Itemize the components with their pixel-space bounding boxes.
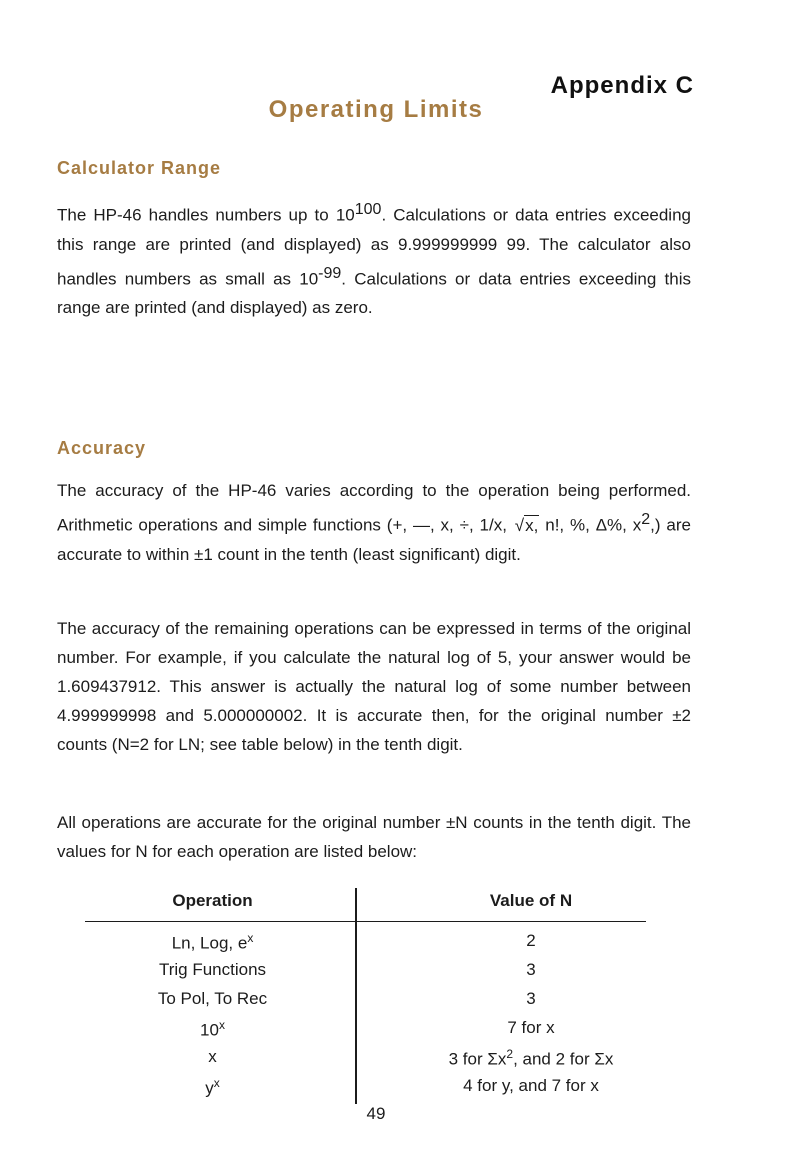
table-cell-value-of-n <box>356 931 706 951</box>
text-run: ,) are accurate to within ±1 count in the tenth (least significant) digit. <box>57 515 691 564</box>
section-heading-accuracy: Accuracy <box>57 438 147 458</box>
table-cell-value-of-n <box>356 960 706 980</box>
text-run: The HP-46 handles numbers up to 10 <box>57 205 355 225</box>
table-header-value-of-n: Value of N <box>489 891 573 910</box>
superscript: x <box>247 931 254 945</box>
operation-text: y <box>205 1078 214 1098</box>
square-root-symbol <box>513 511 540 540</box>
operation-text: x <box>208 1047 217 1066</box>
value-text: 7 for x <box>507 1018 555 1037</box>
table-cell-value-of-n <box>356 1018 706 1038</box>
operation-text: 10 <box>200 1020 219 1040</box>
calculator-range-paragraph <box>57 195 691 322</box>
superscript: x <box>213 1076 220 1090</box>
superscript: 2 <box>641 511 651 528</box>
value-text: , and 2 for Σx <box>513 1049 614 1069</box>
table-cell-operation <box>85 989 340 1009</box>
value-text: 4 for y, and 7 for x <box>463 1076 599 1095</box>
operation-text: Ln, Log, e <box>171 933 248 953</box>
superscript: -99 <box>318 264 342 282</box>
section-heading-calculator-range: Calculator Range <box>57 158 222 178</box>
text-run: . Calculations or data entries exceeding this range are printed (and displayed) as 9.999999999 99. The calculator also handles numbers as small as 10 <box>57 205 691 289</box>
page-number: 49 <box>366 1104 386 1123</box>
value-text: 2 <box>526 931 536 950</box>
appendix-label: Appendix C <box>550 72 694 99</box>
operation-text: To Pol, To Rec <box>157 989 268 1008</box>
table-header-operation: Operation <box>172 891 253 910</box>
text-run: . Calculations or data entries exceeding this range are printed (and displayed) as zero. <box>57 269 691 318</box>
superscript: x <box>218 1018 225 1032</box>
table-header-rule <box>85 921 646 922</box>
value-text: 3 <box>526 960 536 979</box>
value-text: 3 for Σx <box>448 1049 507 1069</box>
table-cell-operation <box>85 960 340 980</box>
table-cell-operation <box>85 1018 340 1041</box>
value-text: 3 <box>526 989 536 1008</box>
table-cell-operation <box>85 931 340 954</box>
text-run: The accuracy of the HP-46 varies according to the operation being performed. Arithmetic operations and simple functions (+, —, x, ÷, 1/x, <box>57 481 691 535</box>
accuracy-paragraph-3: All operations are accurate for the original number ±N counts in the tenth digit. The values for N for each operation are listed below: <box>57 813 691 861</box>
table-cell-operation <box>85 1047 340 1067</box>
text-run: n!, %, Δ%, x <box>545 515 642 535</box>
table-cell-value-of-n <box>356 989 706 1009</box>
accuracy-paragraph-2: The accuracy of the remaining operations can be expressed in terms of the original number. For example, if you calculate the natural log of 5, your answer would be 1.609437912. This answer is actually the natural log of some number between 4.999999998 and 5.000000002. It is accurate then, for the original number ±2 counts (N=2 for LN; see table below) in the tenth digit. <box>57 619 691 754</box>
operation-text: Trig Functions <box>158 960 267 979</box>
accuracy-paragraph-1 <box>57 476 691 569</box>
radical-sign: √ <box>514 515 525 535</box>
superscript: 100 <box>354 201 382 218</box>
table-cell-value-of-n <box>356 1076 706 1096</box>
superscript: 2 <box>506 1047 514 1061</box>
table-cell-operation <box>85 1076 340 1099</box>
chapter-title: Operating Limits <box>268 96 484 123</box>
radicand: x, <box>525 515 539 535</box>
table-cell-value-of-n <box>356 1047 706 1070</box>
